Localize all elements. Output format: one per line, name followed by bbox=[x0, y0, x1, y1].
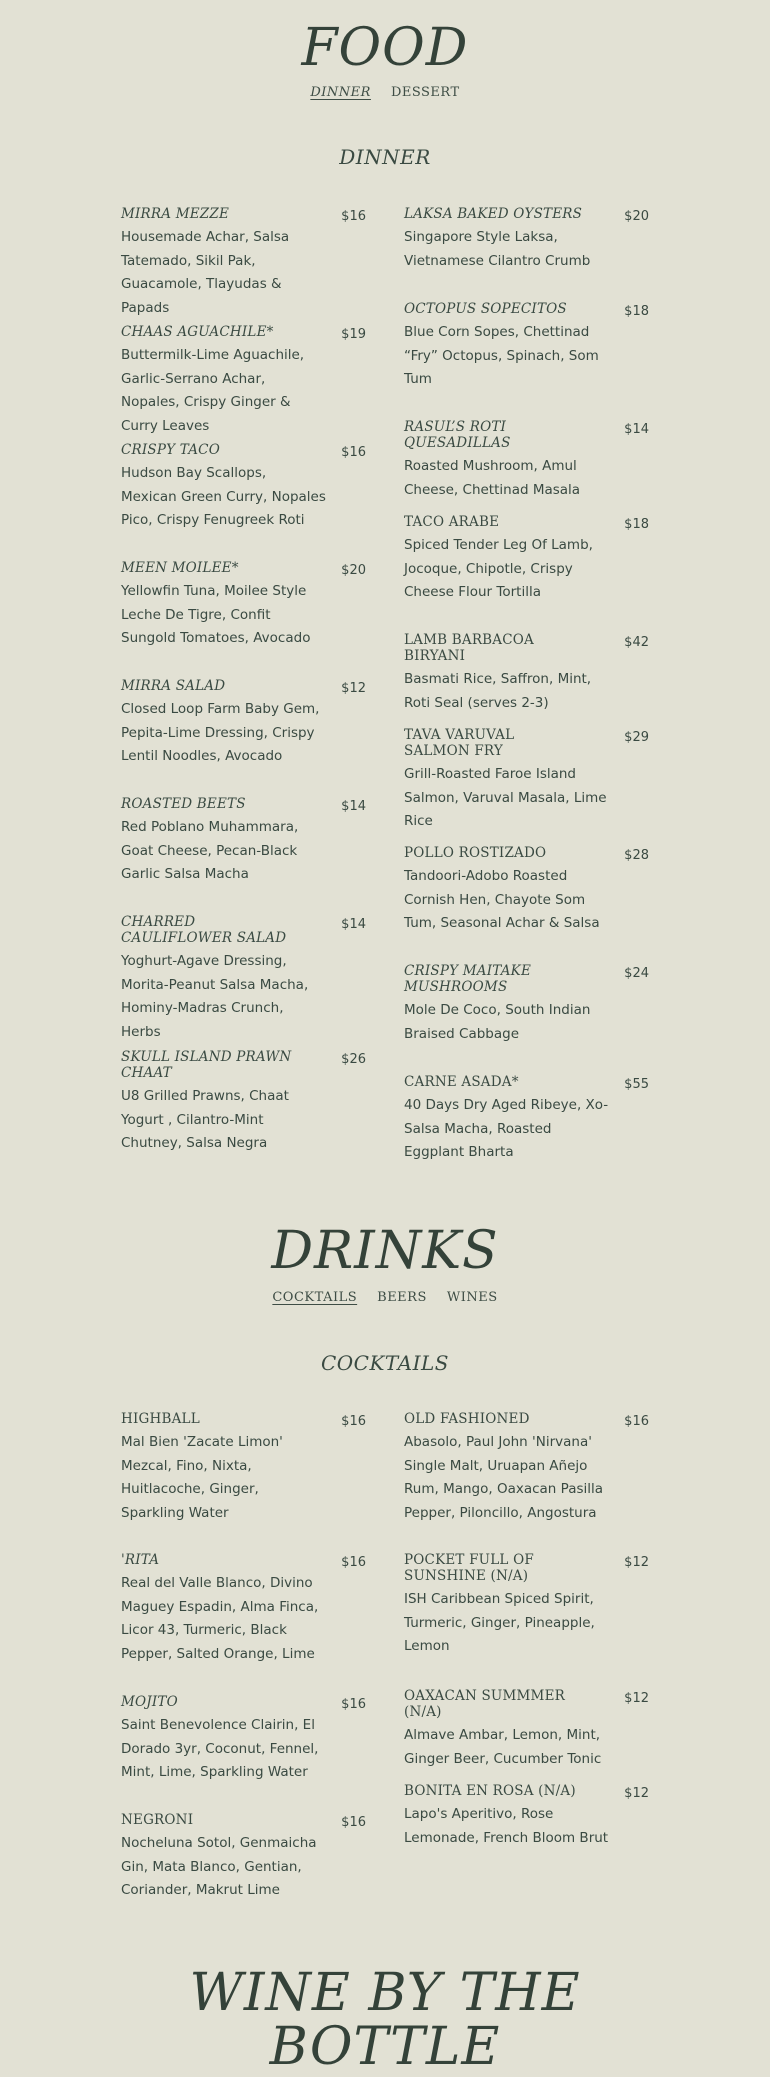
item-name: CARNE ASADA* bbox=[404, 1074, 519, 1090]
item-desc: Tandoori-Adobo Roasted Cornish Hen, Chayote Som Tum, Seasonal Achar & Salsa bbox=[404, 868, 600, 931]
dinner-heading: DINNER bbox=[339, 145, 431, 169]
menu-item bbox=[121, 914, 366, 1049]
item-price: $29 bbox=[624, 730, 649, 745]
item-name: ROASTED BEETS bbox=[121, 796, 246, 812]
cocktails-heading: COCKTAILS bbox=[320, 1351, 449, 1375]
item-price: $55 bbox=[624, 1077, 649, 1092]
item-name: RASUL’S ROTI QUESADILLAS bbox=[404, 419, 511, 451]
menu-item bbox=[121, 206, 366, 324]
item-name: OCTOPUS SOPECITOS bbox=[404, 301, 567, 317]
item-desc: Abasolo, Paul John 'Nirvana' Single Malt, Uruapan Añejo Rum, Mango, Oaxacan Pasilla Pepper, Piloncillo, Angostura bbox=[404, 1434, 604, 1521]
menu-item bbox=[121, 1694, 366, 1812]
cocktails-left-column bbox=[121, 1411, 366, 1930]
menu-item bbox=[404, 1783, 649, 1878]
drinks-title: DRINKS bbox=[271, 1221, 499, 1281]
item-name: TAVA VARUVAL SALMON FRY bbox=[404, 727, 515, 759]
item-price: $19 bbox=[341, 327, 366, 342]
menu-item bbox=[404, 845, 649, 963]
item-price: $16 bbox=[341, 445, 366, 460]
item-name: MEEN MOILEE* bbox=[121, 560, 239, 576]
item-price: $16 bbox=[341, 1697, 366, 1712]
item-price: $24 bbox=[624, 966, 649, 981]
menu-item bbox=[404, 963, 649, 1074]
item-desc: Housemade Achar, Salsa Tatemado, Sikil Pak, Guacamole, Tlayudas & Papads bbox=[121, 229, 290, 316]
item-desc: Singapore Style Laksa, Vietnamese Cilantro Crumb bbox=[404, 229, 591, 269]
item-name: POLLO ROSTIZADO bbox=[404, 845, 547, 861]
item-price: $12 bbox=[624, 1555, 649, 1570]
tab-beers[interactable]: BEERS bbox=[377, 1290, 427, 1305]
item-desc: Lapo's Aperitivo, Rose Lemonade, French Bloom Brut bbox=[404, 1806, 609, 1846]
cocktails-menu bbox=[121, 1411, 649, 1930]
item-desc: Blue Corn Sopes, Chettinad “Fry” Octopus, Spinach, Som Tum bbox=[404, 324, 599, 387]
item-name: TACO ARABE bbox=[404, 514, 500, 530]
menu-item bbox=[121, 324, 366, 442]
menu-item bbox=[404, 632, 649, 727]
tab-cocktails[interactable]: COCKTAILS bbox=[272, 1290, 358, 1305]
item-desc: Mole De Coco, South Indian Braised Cabbage bbox=[404, 1002, 591, 1042]
item-name: LAMB BARBACOA BIRYANI bbox=[404, 632, 534, 664]
item-desc: U8 Grilled Prawns, Chaat Yogurt , Cilantro-Mint Chutney, Salsa Negra bbox=[121, 1088, 289, 1151]
menu-item bbox=[121, 1411, 366, 1552]
dinner-menu bbox=[121, 206, 649, 1192]
item-name: OLD FASHIONED bbox=[404, 1411, 530, 1427]
menu-item bbox=[404, 727, 649, 845]
item-price: $14 bbox=[624, 422, 649, 437]
cocktails-right-column bbox=[404, 1411, 649, 1930]
item-price: $16 bbox=[341, 1815, 366, 1830]
item-desc: Hudson Bay Scallops, Mexican Green Curry, Nopales Pico, Crispy Fenugreek Roti bbox=[121, 465, 326, 528]
item-desc: Closed Loop Farm Baby Gem, Pepita-Lime Dressing, Crispy Lentil Noodles, Avocado bbox=[121, 701, 320, 764]
menu-item bbox=[404, 1688, 649, 1783]
item-price: $42 bbox=[624, 635, 649, 650]
menu-item bbox=[404, 206, 649, 301]
item-name: MOJITO bbox=[121, 1694, 178, 1710]
item-name: SKULL ISLAND PRAWN CHAAT bbox=[121, 1049, 292, 1081]
item-price: $14 bbox=[341, 799, 366, 814]
menu-item bbox=[404, 1074, 649, 1192]
menu-item bbox=[404, 301, 649, 419]
wine-title: WINE BY THE BOTTLE bbox=[189, 1963, 581, 2077]
item-name: MIRRA SALAD bbox=[121, 678, 226, 694]
item-price: $18 bbox=[624, 517, 649, 532]
menu-item bbox=[121, 442, 366, 560]
item-name: LAKSA BAKED OYSTERS bbox=[404, 206, 583, 222]
item-desc: Yellowfin Tuna, Moilee Style Leche De Tigre, Confit Sungold Tomatoes, Avocado bbox=[121, 583, 311, 646]
item-name: CRISPY TACO bbox=[121, 442, 220, 458]
item-desc: Yoghurt-Agave Dressing, Morita-Peanut Salsa Macha, Hominy-Madras Crunch, Herbs bbox=[121, 953, 309, 1040]
item-desc: Almave Ambar, Lemon, Mint, Ginger Beer, Cucumber Tonic bbox=[404, 1727, 602, 1767]
item-name: CRISPY MAITAKE MUSHROOMS bbox=[404, 963, 532, 995]
menu-item bbox=[121, 678, 366, 796]
menu-item bbox=[404, 419, 649, 514]
dinner-right-column bbox=[404, 206, 649, 1192]
menu-item bbox=[121, 1552, 366, 1694]
item-price: $20 bbox=[341, 563, 366, 578]
tab-dessert[interactable]: DESSERT bbox=[390, 85, 460, 100]
item-price: $14 bbox=[341, 917, 366, 932]
tab-wines[interactable]: WINES bbox=[446, 1290, 498, 1305]
item-name: HIGHBALL bbox=[121, 1411, 200, 1427]
drinks-tabs bbox=[0, 1290, 770, 1305]
item-name: BONITA EN ROSA (N/A) bbox=[404, 1783, 576, 1799]
item-price: $16 bbox=[341, 209, 366, 224]
item-name: 'RITA bbox=[121, 1552, 160, 1568]
item-desc: Saint Benevolence Clairin, El Dorado 3yr, Coconut, Fennel, Mint, Lime, Sparkling Water bbox=[121, 1717, 319, 1780]
item-price: $16 bbox=[624, 1414, 649, 1429]
item-price: $26 bbox=[341, 1052, 366, 1067]
item-desc: Real del Valle Blanco, Divino Maguey Espadin, Alma Finca, Licor 43, Turmeric, Black Pepper, Salted Orange, Lime bbox=[121, 1575, 319, 1662]
item-price: $28 bbox=[624, 848, 649, 863]
item-desc: ISH Caribbean Spiced Spirit, Turmeric, Ginger, Pineapple, Lemon bbox=[404, 1591, 595, 1654]
item-desc: 40 Days Dry Aged Ribeye, Xo-Salsa Macha, Roasted Eggplant Bharta bbox=[404, 1097, 609, 1160]
item-desc: Basmati Rice, Saffron, Mint, Roti Seal (serves 2-3) bbox=[404, 671, 592, 711]
menu-item bbox=[404, 514, 649, 632]
item-desc: Mal Bien 'Zacate Limon' Mezcal, Fino, Nixta, Huitlacoche, Ginger, Sparkling Water bbox=[121, 1434, 283, 1521]
item-desc: Red Poblano Muhammara, Goat Cheese, Pecan-Black Garlic Salsa Macha bbox=[121, 819, 299, 882]
item-price: $12 bbox=[624, 1786, 649, 1801]
food-tabs bbox=[0, 85, 770, 100]
item-desc: Roasted Mushroom, Amul Cheese, Chettinad Masala bbox=[404, 458, 581, 498]
menu-item bbox=[121, 796, 366, 914]
item-name: NEGRONI bbox=[121, 1812, 194, 1828]
item-name: CHARRED CAULIFLOWER SALAD bbox=[121, 914, 287, 946]
food-title: FOOD bbox=[301, 18, 469, 78]
menu-item bbox=[121, 1049, 366, 1167]
menu-item bbox=[404, 1552, 649, 1688]
item-price: $16 bbox=[341, 1414, 366, 1429]
dinner-left-column bbox=[121, 206, 366, 1192]
tab-dinner[interactable]: DINNER bbox=[310, 85, 371, 100]
item-desc: Spiced Tender Leg Of Lamb, Jocoque, Chipotle, Crispy Cheese Flour Tortilla bbox=[404, 537, 593, 600]
item-name: MIRRA MEZZE bbox=[121, 206, 230, 222]
item-price: $20 bbox=[624, 209, 649, 224]
item-desc: Grill-Roasted Faroe Island Salmon, Varuval Masala, Lime Rice bbox=[404, 766, 607, 829]
menu-item bbox=[121, 560, 366, 678]
item-name: CHAAS AGUACHILE* bbox=[121, 324, 274, 340]
menu-item bbox=[121, 1812, 366, 1930]
menu-item bbox=[404, 1411, 649, 1552]
item-desc: Buttermilk-Lime Aguachile, Garlic-Serrano Achar, Nopales, Crispy Ginger & Curry Leaves bbox=[121, 347, 305, 434]
item-price: $18 bbox=[624, 304, 649, 319]
item-price: $12 bbox=[624, 1691, 649, 1706]
item-desc: Nocheluna Sotol, Genmaicha Gin, Mata Blanco, Gentian, Coriander, Makrut Lime bbox=[121, 1835, 317, 1898]
item-name: OAXACAN SUMMMER (N/A) bbox=[404, 1688, 565, 1720]
item-price: $16 bbox=[341, 1555, 366, 1570]
item-price: $12 bbox=[341, 681, 366, 696]
item-name: POCKET FULL OF SUNSHINE (N/A) bbox=[404, 1552, 534, 1584]
